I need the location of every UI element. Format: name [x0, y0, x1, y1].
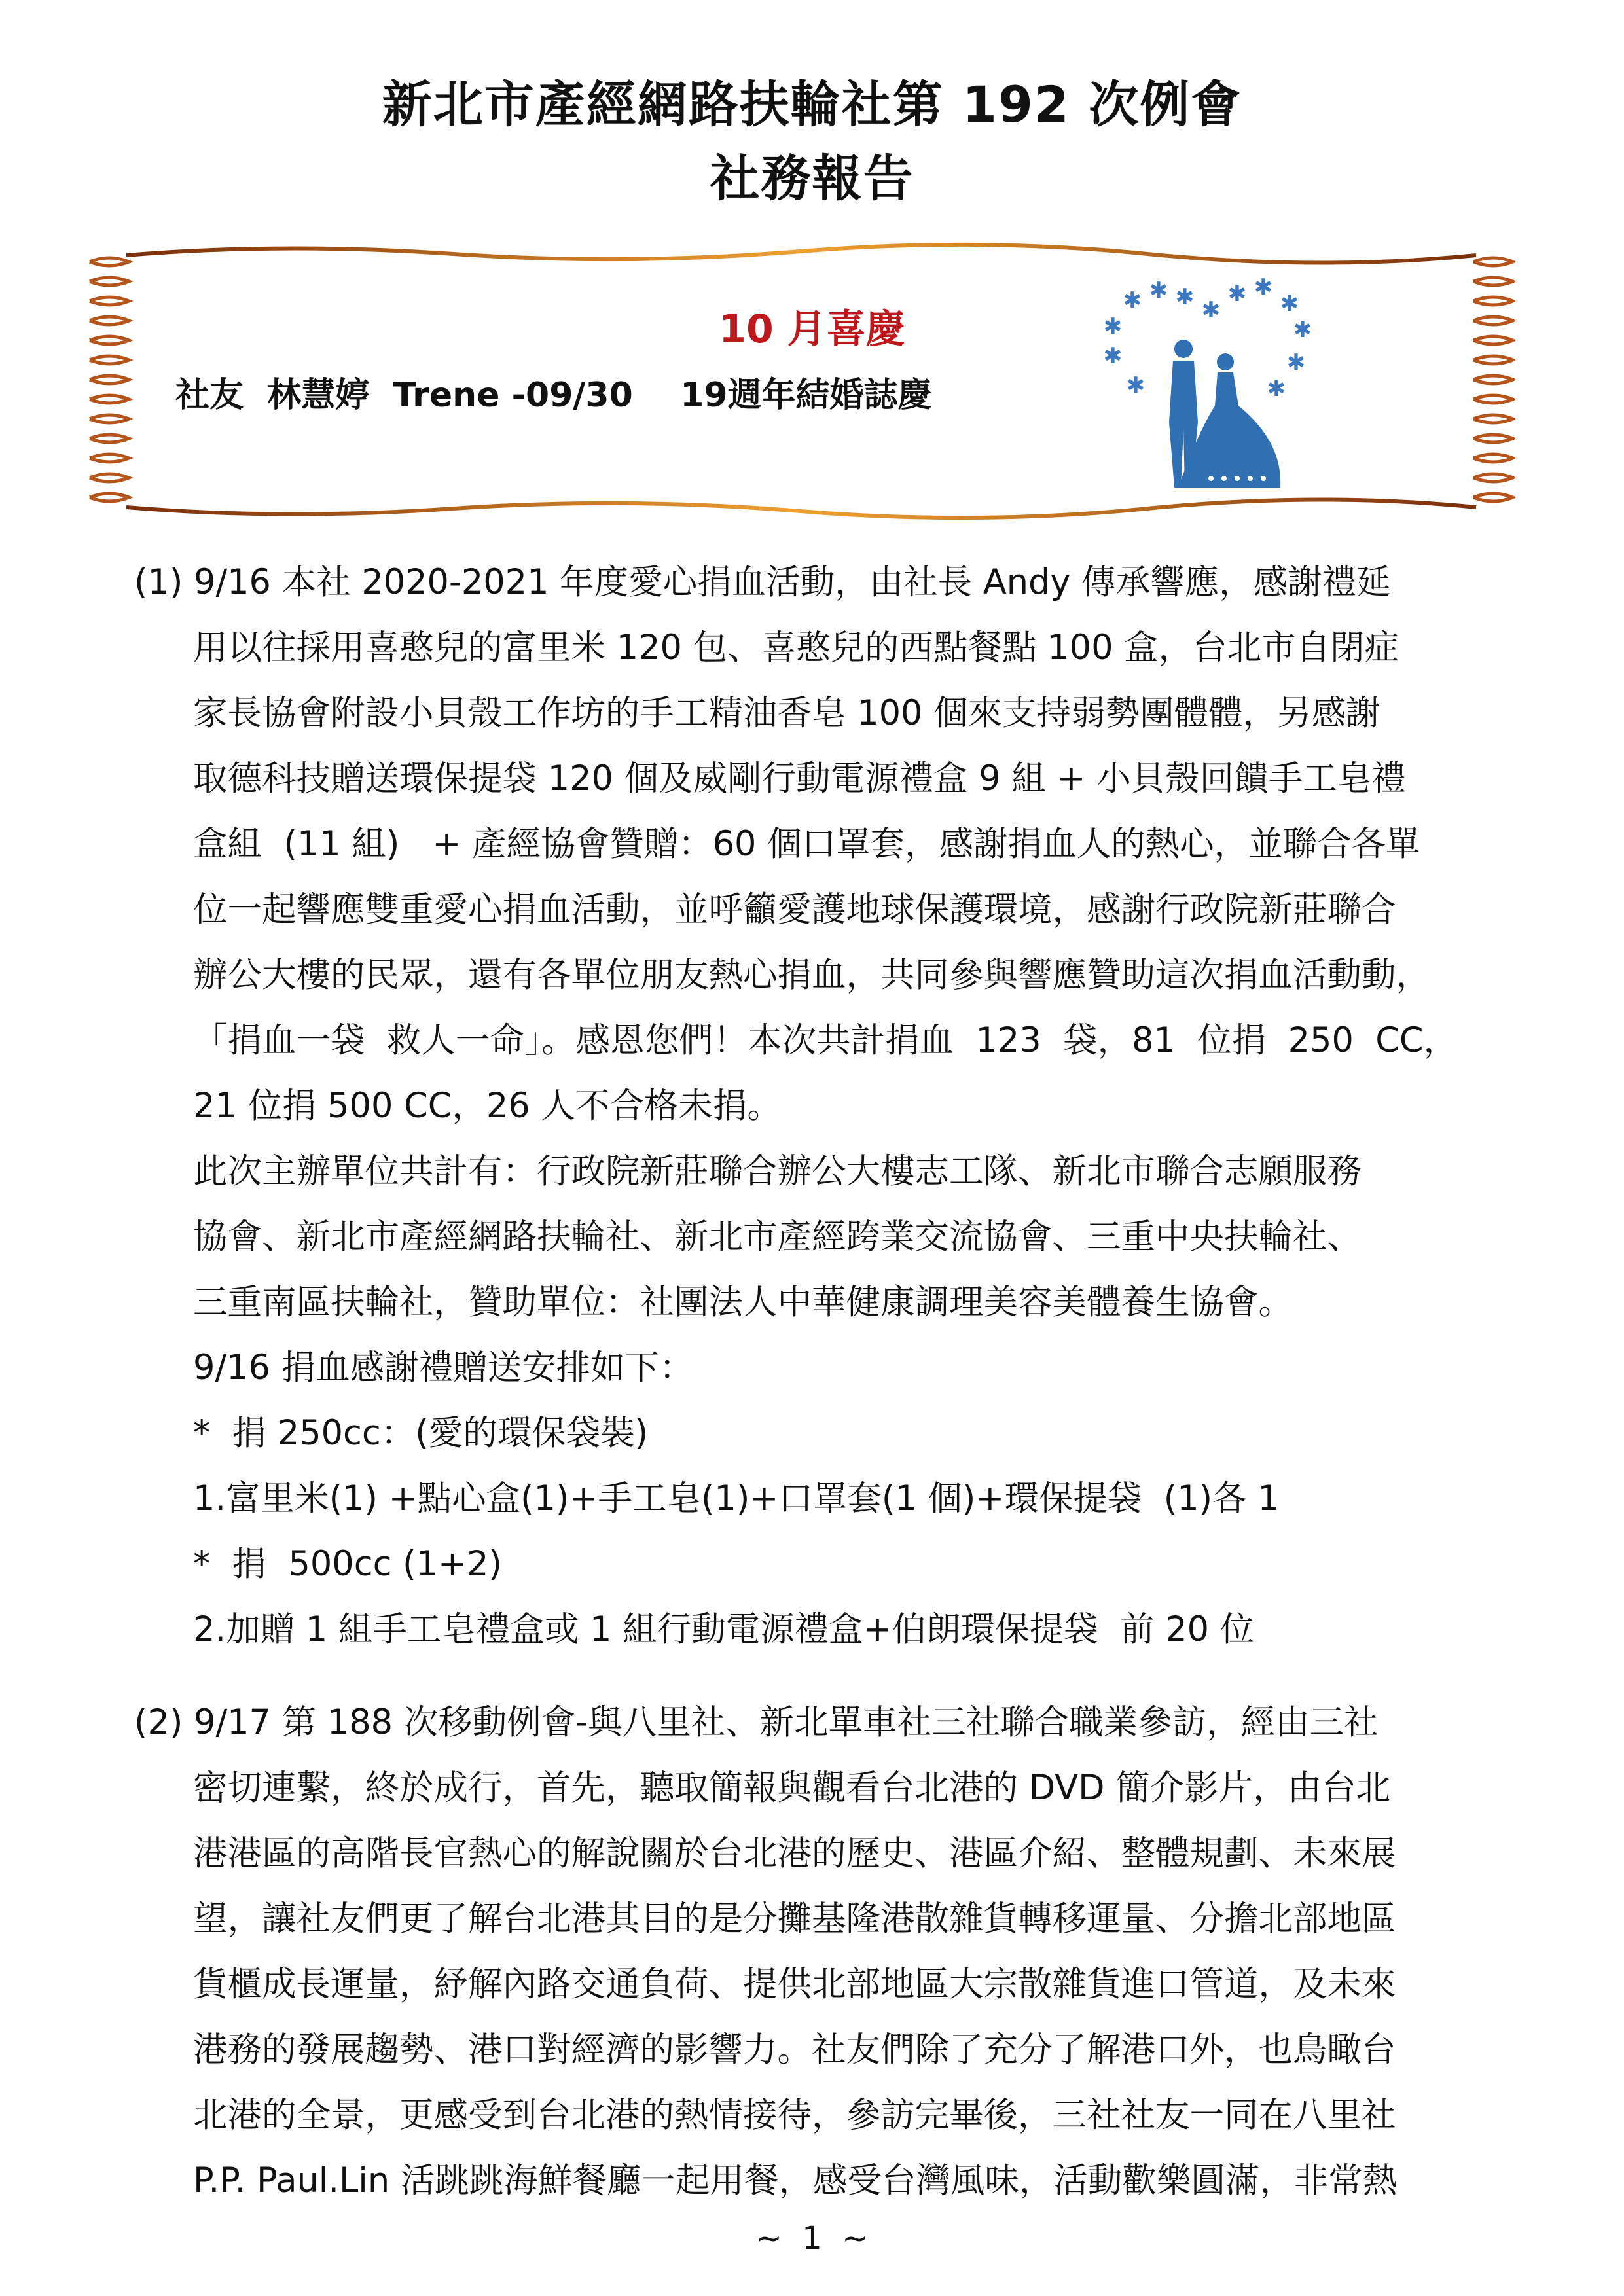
- text-line: 21 位捐 500 CC，26 人不合格未捐。: [193, 1086, 782, 1126]
- text-line: 密切連繫，終於成行，首先，聽取簡報與觀看台北港的 DVD 簡介影片，由台北: [193, 1768, 1391, 1808]
- text-line: 取德科技贈送環保提袋 120 個及威剛行動電源禮盒 9 組 + 小貝殼回饋手工皂禮: [193, 759, 1406, 798]
- celebration-title: 10 月喜慶: [719, 306, 905, 352]
- text-line: 此次主辦單位共計有：行政院新莊聯合辦公大樓志工隊、新北市聯合志願服務: [193, 1151, 1362, 1191]
- text-line: * 捐 500cc (1+2): [193, 1544, 502, 1584]
- text-line: 位一起響應雙重愛心捐血活動，並呼籲愛護地球保護環境，感謝行政院新莊聯合: [193, 889, 1396, 929]
- text-line: (2) 9/17 第 188 次移動例會-與八里社、新北單車社三社聯合職業參訪，經由三社: [134, 1702, 1379, 1742]
- svg-text:✱: ✱: [1123, 287, 1142, 314]
- svg-text:✱: ✱: [1149, 278, 1168, 304]
- text-line: 北港的全景，更感受到台北港的熱情接待，參訪完畢後，三社社友一同在八里社: [193, 2095, 1396, 2135]
- text-line: 2.加贈 1 組手工皂禮盒或 1 組行動電源禮盒+伯朗環保提袋 前 20 位: [193, 1609, 1255, 1649]
- text-line: 望，讓社友們更了解台北港其目的是分攤基隆港散雜貨轉移運量、分擔北部地區: [193, 1899, 1396, 1939]
- text-line: 9/16 捐血感謝禮贈送安排如下：: [193, 1348, 694, 1388]
- svg-text:✱: ✱: [1280, 291, 1299, 317]
- celebration-member-line: 社友 林慧婷 Trene -09/30 19週年結婚誌慶: [175, 376, 932, 415]
- page-number: ~ 1 ~: [755, 2220, 869, 2257]
- text-line: 盒組 (11 組) + 產經協會贊贈：60 個口罩套，感謝捐血人的熱心，並聯合各單: [193, 824, 1420, 864]
- text-line: 三重南區扶輪社，贊助單位：社團法人中華健康調理美容美體養生協會。: [193, 1282, 1293, 1322]
- svg-text:✱: ✱: [1103, 343, 1123, 369]
- svg-text:✱: ✱: [1254, 274, 1273, 300]
- svg-text:✱: ✱: [1227, 281, 1247, 307]
- svg-text:✱: ✱: [1103, 314, 1123, 340]
- svg-text:✱: ✱: [1175, 284, 1195, 310]
- svg-text:✱: ✱: [1286, 350, 1306, 376]
- text-line: 「捐血一袋 救人一命」。感恩您們！本次共計捐血 123 袋，81 位捐 250 CC，: [193, 1020, 1458, 1060]
- svg-text:✱: ✱: [1126, 372, 1146, 399]
- svg-text:✱: ✱: [1267, 376, 1286, 402]
- wedding-couple-heart-icon: [1087, 272, 1335, 494]
- report-item-2: [134, 1690, 1528, 2214]
- text-line: 港港區的高階長官熱心的解說關於台北港的歷史、港區介紹、整體規劃、未來展: [193, 1833, 1396, 1873]
- text-line: * 捐 250cc：(愛的環保袋裝): [193, 1413, 649, 1453]
- text-line: (1) 9/16 本社 2020-2021 年度愛心捐血活動，由社長 Andy 傳承響應，感謝禮延: [134, 562, 1391, 602]
- text-line: 1.富里米(1) +點心盒(1)+手工皂(1)+口罩套(1 個)+環保提袋 (1)各 1: [193, 1479, 1280, 1518]
- text-line: 港務的發展趨勢、港口對經濟的影響力。社友們除了充分了解港口外，也鳥瞰台: [193, 2030, 1396, 2070]
- text-line: P.P. Paul.Lin 活跳跳海鮮餐廳一起用餐，感受台灣風味，活動歡樂圓滿，非常熱: [193, 2161, 1398, 2200]
- svg-text:✱: ✱: [1293, 317, 1312, 343]
- report-subtitle: 社務報告: [710, 149, 914, 207]
- text-line: 協會、新北市產經網路扶輪社、新北市產經跨業交流協會、三重中央扶輪社、: [193, 1217, 1362, 1257]
- report-title: 新北市產經網路扶輪社第 192 次例會: [382, 75, 1242, 134]
- svg-text:✱: ✱: [1201, 297, 1221, 323]
- text-line: 貨櫃成長運量，紓解內路交通負荷、提供北部地區大宗散雜貨進口管道，及未來: [193, 1964, 1396, 2004]
- text-line: 家長協會附設小貝殼工作坊的手工精油香皂 100 個來支持弱勢團體體，另感謝: [193, 693, 1380, 733]
- report-item-1: [134, 550, 1528, 1662]
- text-line: 辦公大樓的民眾，還有各單位朋友熱心捐血，共同參與響應贊助這次捐血活動動，: [193, 955, 1431, 995]
- text-line: 用以往採用喜憨兒的富里米 120 包、喜憨兒的西點餐點 100 盒，台北市自閉症: [193, 628, 1399, 668]
